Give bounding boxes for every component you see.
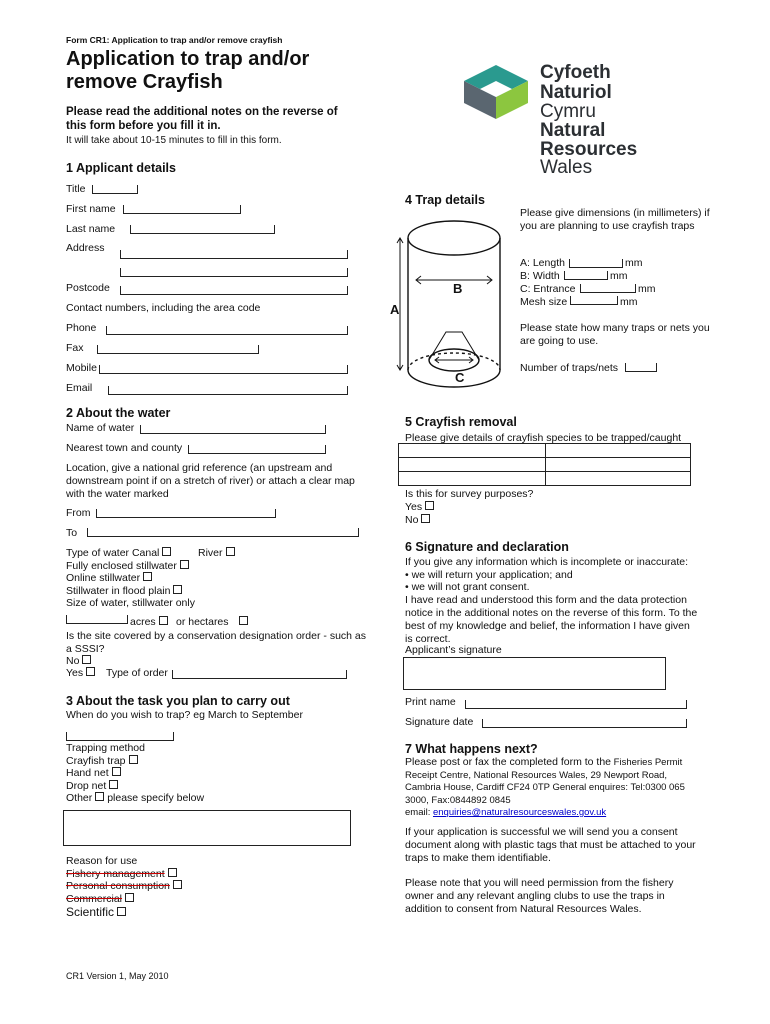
species-row <box>399 472 691 486</box>
river-checkbox[interactable] <box>226 547 235 556</box>
successful-note: If your application is successful we will send you a consent document along with plastic tags that must be attached to your traps to make them identifiable. <box>405 826 696 864</box>
trap-diagram <box>388 210 513 390</box>
commercial-label: Commercial <box>66 893 123 905</box>
hand-net-label: Hand net <box>66 767 109 779</box>
logo-line2: Naturiol <box>540 82 612 103</box>
address-field-1[interactable] <box>120 250 348 259</box>
stillwater-flood-checkbox[interactable] <box>173 585 182 594</box>
conservation-yes-checkbox[interactable] <box>86 667 95 676</box>
logo-line3: Cymru <box>540 101 596 122</box>
acres-row <box>130 616 168 629</box>
trapping-method-label: Trapping method <box>66 742 145 754</box>
conservation-yes-label: Yes <box>66 667 84 679</box>
fully-enclosed-checkbox[interactable] <box>180 560 189 569</box>
section6-heading: 6 Signature and declaration <box>405 540 569 554</box>
canal-checkbox[interactable] <box>162 547 171 556</box>
acres-label: acres <box>130 616 156 628</box>
post-instructions <box>405 756 703 820</box>
logo-line6: Wales <box>540 157 593 178</box>
print-name-field[interactable] <box>465 700 687 709</box>
incomplete-note: If you give any information which is incomplete or inaccurate: <box>405 556 689 568</box>
entrance-field[interactable] <box>580 284 636 293</box>
species-cell[interactable] <box>546 458 691 472</box>
width-field[interactable] <box>564 271 608 280</box>
intro-time: It will take about 10-15 minutes to fill in this form. <box>66 135 282 146</box>
signature-box[interactable] <box>403 657 666 690</box>
type-of-water-label: Type of water Canal <box>66 547 160 559</box>
logo-line4: Natural <box>540 120 606 141</box>
contact-numbers-label: Contact numbers, including the area code <box>66 302 261 314</box>
from-label: From <box>66 507 91 519</box>
nearest-town-label: Nearest town and county <box>66 442 183 454</box>
first-name-field[interactable] <box>123 205 241 214</box>
species-cell[interactable] <box>546 444 691 458</box>
diagram-label-c: C <box>455 370 465 385</box>
section2-heading: 2 About the water <box>66 406 171 420</box>
hectares-row <box>176 616 248 629</box>
river-row <box>198 547 235 560</box>
drop-net-label: Drop net <box>66 780 107 792</box>
hand-net-checkbox[interactable] <box>112 767 121 776</box>
river-label: River <box>198 547 223 559</box>
online-stillwater-row <box>66 572 152 585</box>
acres-checkbox[interactable] <box>159 616 168 625</box>
title-label: Title <box>66 183 86 195</box>
survey-no-row <box>405 514 430 527</box>
crayfish-trap-label: Crayfish trap <box>66 755 126 767</box>
fully-enclosed-label: Fully enclosed stillwater <box>66 560 177 572</box>
survey-yes-label: Yes <box>405 501 423 513</box>
title-field[interactable] <box>92 185 138 194</box>
nrw-logo-icon <box>462 63 532 121</box>
conservation-yes-row <box>66 667 95 680</box>
species-note: Please give details of crayfish species to be trapped/caught <box>405 432 682 444</box>
section7-heading: 7 What happens next? <box>405 742 538 756</box>
entrance-unit: mm <box>638 283 656 295</box>
name-of-water-field[interactable] <box>140 425 326 434</box>
scientific-row <box>66 906 126 919</box>
number-of-traps-label: Number of traps/nets <box>520 362 619 374</box>
postcode-label: Postcode <box>66 282 110 294</box>
commercial-checkbox[interactable] <box>125 893 134 902</box>
postcode-field[interactable] <box>120 286 348 295</box>
reason-for-use-label: Reason for use <box>66 855 138 867</box>
fishery-management-label: Fishery management <box>66 868 165 880</box>
survey-yes-row <box>405 501 434 514</box>
drop-net-checkbox[interactable] <box>109 780 118 789</box>
number-of-traps-field[interactable] <box>625 363 657 372</box>
logo-line1: Cyfoeth <box>540 62 611 83</box>
hectares-label: or hectares <box>176 616 229 628</box>
length-field[interactable] <box>569 259 623 268</box>
page-title-line1: Application to trap and/or <box>66 48 310 70</box>
length-unit: mm <box>625 257 643 269</box>
other-checkbox[interactable] <box>95 792 104 801</box>
other-row <box>66 792 204 805</box>
declaration-text: I have read and understood this form and the data protection notice in the additional notes on the reverse of this form. To the best of my knowledge and belief, the information I have given is correct. <box>405 594 698 645</box>
type-of-water-row <box>66 547 171 560</box>
traps-note: Please state how many traps or nets you are going to use. <box>520 322 710 347</box>
section4-heading: 4 Trap details <box>405 193 485 207</box>
page-title-line2: remove Crayfish <box>66 71 223 93</box>
intro-bold-2: this form before you fill it in. <box>66 120 221 132</box>
conservation-question: Is the site covered by a conservation designation order - such as a SSSI? <box>66 630 366 655</box>
personal-consumption-row <box>66 880 182 893</box>
address-label: Address <box>66 242 105 254</box>
species-row <box>399 458 691 472</box>
dimensions-note: Please give dimensions (in millimeters) if you are planning to use crayfish traps <box>520 207 710 232</box>
survey-question: Is this for survey purposes? <box>405 488 534 500</box>
first-name-label: First name <box>66 203 116 215</box>
type-of-order-field[interactable] <box>172 670 347 679</box>
bullet-return: • we will return your application; and <box>405 569 573 581</box>
post-intro: Please post or fax the completed form to the <box>405 756 612 768</box>
other-label: Other <box>66 792 93 804</box>
width-label: B: Width <box>520 270 560 282</box>
please-specify-label: please specify below <box>107 792 205 804</box>
signature-date-label: Signature date <box>405 716 474 728</box>
species-cell[interactable] <box>399 472 546 486</box>
bullet-consent: • we will not grant consent. <box>405 581 530 593</box>
print-name-label: Print name <box>405 696 456 708</box>
fax-label: Fax <box>66 342 84 354</box>
species-table <box>398 443 691 486</box>
logo-line5: Resources <box>540 139 638 160</box>
name-of-water-label: Name of water <box>66 422 135 434</box>
applicant-signature-label: Applicant’s signature <box>405 644 502 656</box>
post-address: Fisheries Permit Receipt Centre, National Resources Wales, 29 Newport Road, Cambria House, Cardiff CF24 0TP General enquires: Tel:0300 065 3000, Fax:0844892 0845 <box>405 757 685 806</box>
phone-label: Phone <box>66 322 97 334</box>
when-label: When do you wish to trap? eg March to September <box>66 709 303 721</box>
online-stillwater-label: Online stillwater <box>66 572 141 584</box>
email-field[interactable] <box>108 386 348 395</box>
species-cell[interactable] <box>399 458 546 472</box>
trap-diagram-svg <box>388 210 513 390</box>
survey-yes-checkbox[interactable] <box>425 501 434 510</box>
type-of-order-label: Type of order <box>106 667 168 679</box>
signature-date-field[interactable] <box>482 719 687 728</box>
other-specify-box[interactable] <box>63 810 351 846</box>
stillwater-flood-label: Stillwater in flood plain <box>66 585 171 597</box>
fishery-management-checkbox[interactable] <box>168 868 177 877</box>
crayfish-trap-checkbox[interactable] <box>129 755 138 764</box>
personal-consumption-checkbox[interactable] <box>173 880 182 889</box>
location-label: Location, give a national grid reference (an upstream and downstream point if on a stretch of river) or attach a clear map with the water marked <box>66 462 355 500</box>
mesh-size-field[interactable] <box>570 296 618 305</box>
online-stillwater-checkbox[interactable] <box>143 572 152 581</box>
scientific-checkbox[interactable] <box>117 907 126 916</box>
size-of-water-label: Size of water, stillwater only <box>66 597 195 609</box>
to-field[interactable] <box>87 528 359 537</box>
last-name-label: Last name <box>66 223 116 235</box>
last-name-field[interactable] <box>130 225 275 234</box>
personal-consumption-label: Personal consumption <box>66 880 170 892</box>
section3-heading: 3 About the task you plan to carry out <box>66 694 290 708</box>
hand-net-row <box>66 767 121 780</box>
conservation-no-label: No <box>66 655 80 667</box>
diagram-label-a: A <box>390 302 400 317</box>
email-label: Email <box>66 382 93 394</box>
width-unit: mm <box>610 270 628 282</box>
from-field[interactable] <box>96 509 276 518</box>
permission-note: Please note that you will need permission from the fishery owner and any relevant angling clubs to use the traps in addition to consent from Natural Resources Wales. <box>405 877 674 915</box>
hectares-checkbox[interactable] <box>239 616 248 625</box>
to-label: To <box>66 527 78 539</box>
section1-heading: 1 Applicant details <box>66 161 176 175</box>
size-of-water-field[interactable] <box>66 615 128 624</box>
nearest-town-field[interactable] <box>188 445 326 454</box>
when-field[interactable] <box>66 732 174 741</box>
mesh-size-label: Mesh size <box>520 296 568 308</box>
address-field-2[interactable] <box>120 268 348 277</box>
scientific-label: Scientific <box>66 905 115 919</box>
section5-heading: 5 Crayfish removal <box>405 415 517 429</box>
species-cell[interactable] <box>546 472 691 486</box>
intro-bold-1: Please read the additional notes on the reverse of <box>66 106 338 118</box>
survey-no-label: No <box>405 514 419 526</box>
diagram-label-b: B <box>453 281 463 296</box>
conservation-no-checkbox[interactable] <box>82 655 91 664</box>
phone-field[interactable] <box>106 326 348 335</box>
email-prefix: email: <box>405 807 431 818</box>
length-label: A: Length <box>520 257 565 269</box>
form-code: Form CR1: Application to trap and/or remove crayfish <box>66 35 283 45</box>
mobile-field[interactable] <box>99 365 348 374</box>
footer-version: CR1 Version 1, May 2010 <box>66 971 169 981</box>
enquiries-email-link[interactable]: enquiries@naturalresourceswales.gov.uk <box>432 807 607 818</box>
species-row <box>399 444 691 458</box>
survey-no-checkbox[interactable] <box>421 514 430 523</box>
entrance-label: C: Entrance <box>520 283 576 295</box>
mesh-size-unit: mm <box>620 296 638 308</box>
mobile-label: Mobile <box>66 362 97 374</box>
species-cell[interactable] <box>399 444 546 458</box>
fax-field[interactable] <box>97 345 259 354</box>
